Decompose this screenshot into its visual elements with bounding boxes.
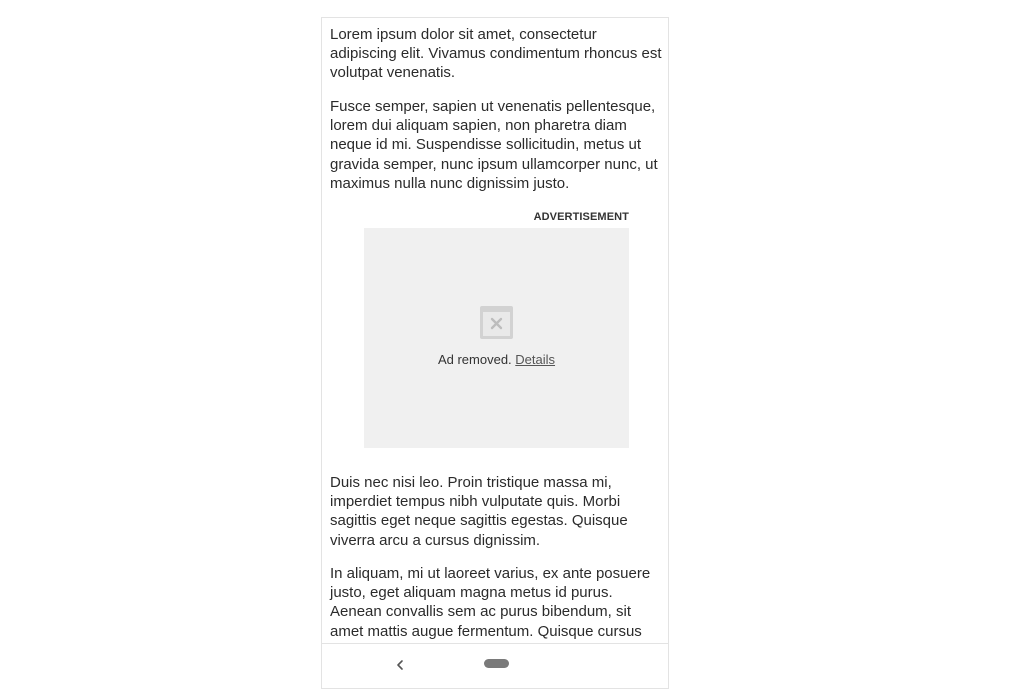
- article-paragraph-2: Fusce semper, sapien ut venenatis pellentesque, lorem dui aliquam sapien, non pharetra diam neque id mi. Suspendisse sollicitudin, metus ut gravida semper, nunc ipsum ullamcorper nunc, ut maximus nulla nunc dignissim justo.: [330, 98, 658, 192]
- article-content: [322, 18, 668, 644]
- home-pill-icon[interactable]: [484, 659, 509, 668]
- chevron-left-icon[interactable]: [392, 656, 408, 674]
- ad-details-link[interactable]: Details: [515, 352, 556, 367]
- ad-removed-message: [364, 352, 629, 367]
- system-navigation-bar: [322, 643, 668, 688]
- article-paragraph-1: Lorem ipsum dolor sit amet, consectetur adipiscing elit. Vivamus condimentum rhoncus est volutpat venenatis.: [330, 26, 662, 82]
- article-paragraph-3: Duis nec nisi leo. Proin tristique massa mi, imperdiet tempus nibh vulputate quis. Morbi sagittis eget neque sagittis egestas. Quisque viverra arcu a cursus dignissim.: [330, 474, 628, 549]
- ad-removed-icon: [480, 306, 513, 339]
- phone-screen: [321, 17, 669, 689]
- ad-placeholder: [364, 228, 629, 448]
- article-paragraph-4: In aliquam, mi ut laoreet varius, ex ante posuere justo, eget aliquam magna metus id purus. Aenean convallis sem ac purus bibendum, sit amet mattis augue fermentum. Quisque cursus: [330, 565, 651, 640]
- ad-removed-text: Ad removed.: [437, 352, 512, 367]
- advertisement-label: ADVERTISEMENT: [533, 211, 629, 223]
